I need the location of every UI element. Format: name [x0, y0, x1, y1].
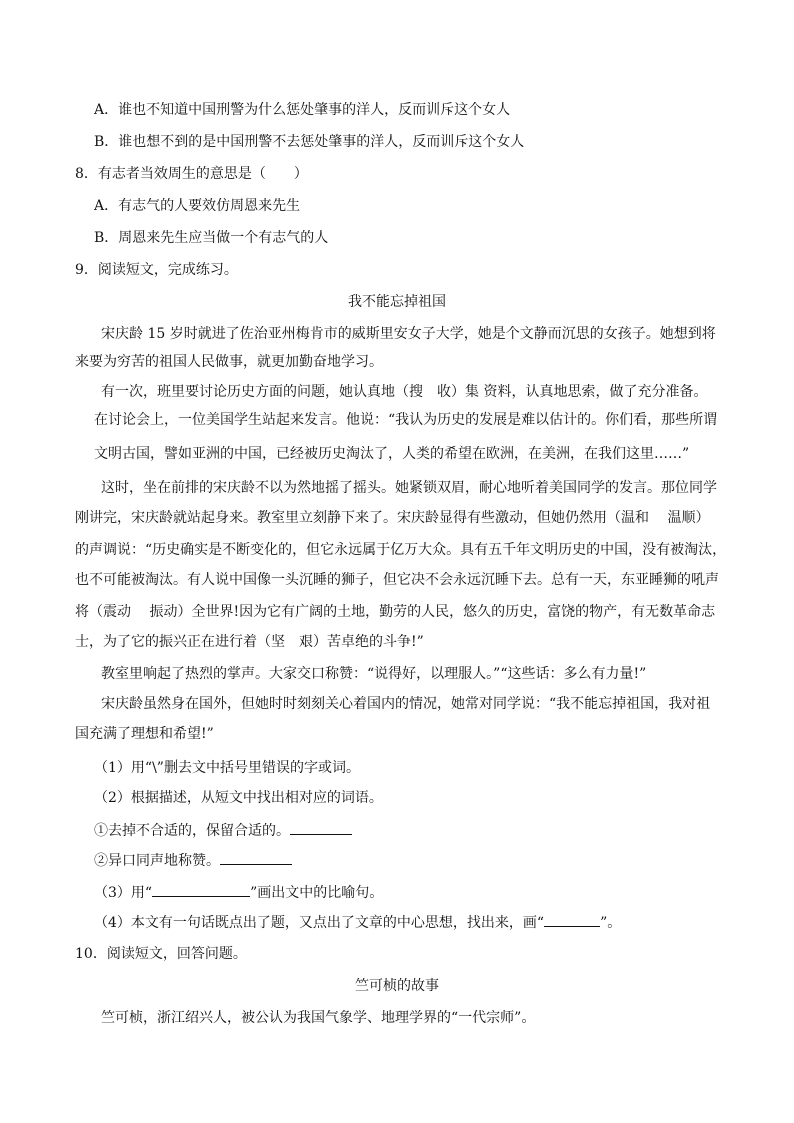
q8-stem: 8．有志者当效周生的意思是（ ） — [75, 166, 308, 182]
underline-blank[interactable] — [544, 912, 600, 927]
q9-sub3-text-a: （3）用“ — [94, 885, 153, 901]
q9-p4-line5: 将（震动 振动）全世界!因为它有广阔的土地，勤劳的人民，悠久的历史，富饶的物产，有无数革命志 — [75, 604, 716, 620]
q9-p4-line6: 士，为了它的振兴正在进行着（坚 艰）苦卓绝的斗争!” — [75, 634, 424, 650]
answer-blank[interactable] — [290, 820, 352, 835]
q9-sub3-text-b: ”画出文中的比喻句。 — [250, 885, 384, 901]
q9-p4-line2: 刚讲完，宋庆龄就站起身来。教室里立刻静下来了。宋庆龄显得有些激动，但她仍然用（温和 温顺） — [75, 510, 710, 526]
q9-stem: 9．阅读短文，完成练习。 — [75, 262, 238, 278]
answer-blank[interactable] — [220, 850, 292, 865]
q9-sub4-text-b: ”。 — [600, 915, 622, 931]
q9-p4-line3: 的声调说：“历史确实是不断变化的，但它永远属于亿万大众。具有五千年文明历史的中国，没有被淘汰， — [75, 542, 727, 558]
q9-sub2b-text: ②异口同声地称赞。 — [94, 853, 220, 869]
q9-p4-line4: 也不可能被淘汰。有人说中国像一头沉睡的狮子，但它决不会永远沉睡下去。总有一天，东亚睡狮的吼声 — [75, 572, 719, 588]
q9-sub2b — [94, 850, 292, 871]
q9-sub2a — [94, 820, 352, 841]
q9-p3-line1: 在讨论会上，一位美国学生站起来发言。他说：“我认为历史的发展是难以估计的。你们看，那些所谓 — [94, 412, 718, 428]
q9-sub3 — [94, 882, 383, 903]
q7-option-a: A．谁也不知道中国刑警为什么惩处肇事的洋人，反而训斥这个女人 — [94, 102, 511, 118]
q10-p1: 竺可桢，浙江绍兴人，被公认为我国气象学、地理学界的“一代宗师”。 — [101, 1010, 536, 1026]
q9-sub2: （2）根据描述，从短文中找出相对应的词语。 — [94, 790, 383, 806]
q10-stem: 10．阅读短文，回答问题。 — [75, 946, 247, 962]
underline-blank[interactable] — [152, 882, 250, 897]
q9-p2-line1: 有一次，班里要讨论历史方面的问题，她认真地（搜 收）集 资料，认真地思索，做了充分准备。 — [101, 384, 708, 400]
q9-p5-line1: 教室里响起了热烈的掌声。大家交口称赞：“说得好，以理服人。”“这些话：多么有力量!” — [101, 666, 647, 682]
q7-option-b: B．谁也想不到的是中国刑警不去惩处肇事的洋人，反而训斥这个女人 — [94, 134, 525, 150]
q9-passage-title: 我不能忘掉祖国 — [348, 294, 446, 310]
q9-p4-line1: 这时，坐在前排的宋庆龄不以为然地摇了摇头。她紧锁双眉，耐心地听着美国同学的发言。那位同学 — [101, 480, 717, 496]
q9-p1-line1: 宋庆龄 15 岁时就进了佐治亚州梅肯市的威斯里安女子大学，她是个文静而沉思的女孩子。她想到将 — [101, 326, 716, 342]
q8-option-b: B．周恩来先生应当做一个有志气的人 — [94, 230, 329, 246]
q9-p6-line2: 国充满了理想和希望!” — [75, 726, 214, 742]
q8-option-a: A．有志气的人要效仿周恩来先生 — [94, 198, 301, 214]
q10-passage-title: 竺可桢的故事 — [355, 978, 439, 994]
q9-p3-line2: 文明古国，譬如亚洲的中国，已经被历史淘汰了，人类的希望在欧洲，在美洲，在我们这里……” — [94, 446, 690, 462]
q9-p6-line1: 宋庆龄虽然身在国外，但她时时刻刻关心着国内的情况，她常对同学说：“我不能忘掉祖国，我对祖 — [101, 696, 711, 712]
q9-sub1: （1）用“\”删去文中括号里错误的字或词。 — [94, 760, 360, 776]
q9-p1-line2: 来要为穷苦的祖国人民做事，就更加勤奋地学习。 — [75, 354, 383, 370]
q9-sub4 — [94, 912, 621, 933]
q9-sub2a-text: ①去掉不合适的，保留合适的。 — [94, 823, 290, 839]
q9-sub4-text-a: （4）本文有一句话既点出了题，又点出了文章的中心思想，找出来，画“ — [94, 915, 545, 931]
